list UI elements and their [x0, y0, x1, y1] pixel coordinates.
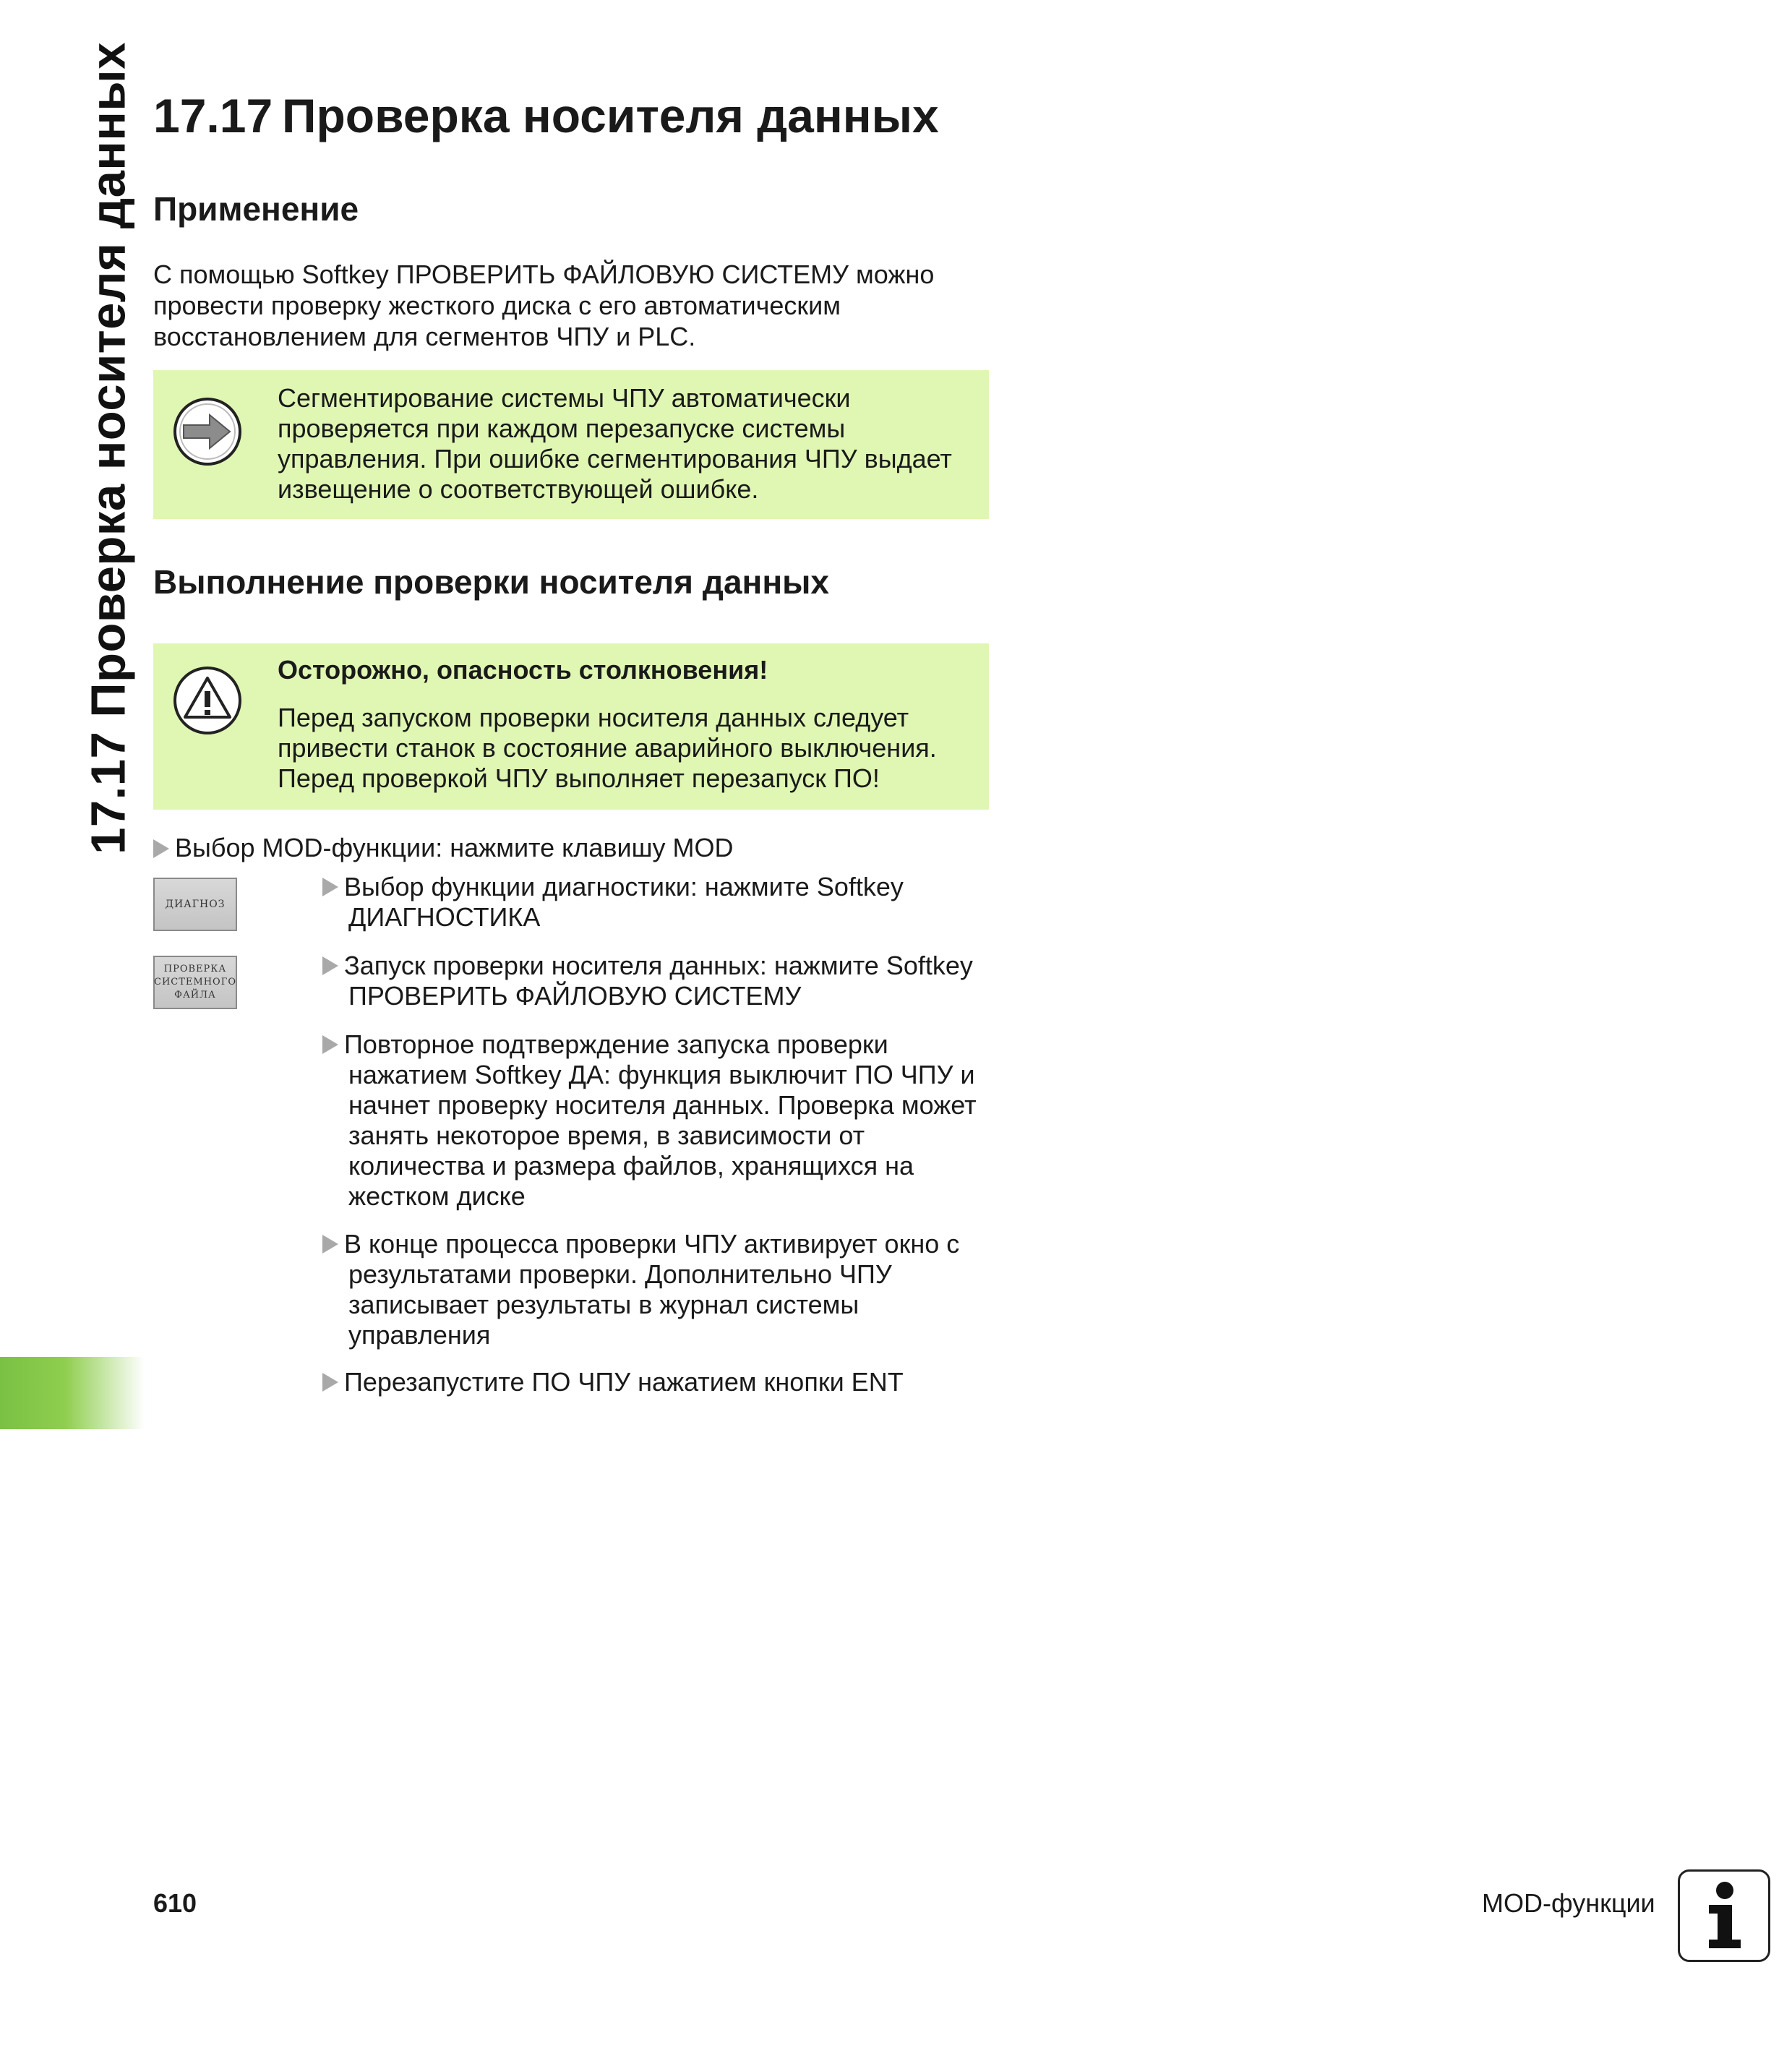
footer-section-name: MOD-функции	[1482, 1888, 1655, 1918]
warning-title: Осторожно, опасность столкновения!	[278, 655, 768, 685]
step-item	[322, 951, 1002, 1011]
step-text: Выбор функции диагностики: нажмите Softkey ДИАГНОСТИКА	[344, 872, 904, 932]
bullet-triangle-icon	[322, 1235, 338, 1254]
bullet-triangle-icon	[153, 839, 169, 858]
page-title-text: Проверка носителя данных	[282, 89, 939, 142]
softkey-diagnosis[interactable]: ДИАГНОЗ	[153, 878, 237, 931]
section-heading-perform-check: Выполнение проверки носителя данных	[153, 563, 829, 601]
step-text: Перезапустите ПО ЧПУ нажатием кнопки ENT	[344, 1367, 904, 1397]
step-item	[322, 872, 1002, 933]
warning-triangle-icon	[172, 665, 243, 740]
warning-box	[153, 643, 989, 810]
application-paragraph: С помощью Softkey ПРОВЕРИТЬ ФАЙЛОВУЮ СИСТЕМУ можно провести проверку жесткого диска с его автоматическим восстановлением для сегментов ЧПУ и PLC.	[153, 260, 935, 351]
section-heading-application: Применение	[153, 190, 359, 228]
page-number: 610	[153, 1888, 197, 1918]
side-title: 17.17 Проверка носителя данных	[81, 42, 136, 854]
bullet-triangle-icon	[322, 878, 338, 896]
chapter-tab	[0, 1357, 145, 1429]
info-icon[interactable]	[1678, 1869, 1770, 1962]
step-text: Запуск проверки носителя данных: нажмите Softkey ПРОВЕРИТЬ ФАЙЛОВУЮ СИСТЕМУ	[344, 951, 973, 1011]
step-text: Повторное подтверждение запуска проверки нажатием Softkey ДА: функция выключит ПО ЧПУ и начнет проверку носителя данных. Проверка может занять некоторое время, в зависимости от количества и размера файлов, хранящихся на жестком диске	[344, 1029, 977, 1211]
arrow-right-icon	[172, 396, 243, 471]
note-text: Сегментирование системы ЧПУ автоматически проверяется при каждом перезапуске системы управления. При ошибке сегментирования ЧПУ выдает извещение о соответствующей ошибке.	[278, 383, 952, 504]
bullet-triangle-icon	[322, 956, 338, 975]
bullet-triangle-icon	[322, 1373, 338, 1392]
softkey-check-filesystem[interactable]: ПРОВЕРКА СИСТЕМНОГО ФАЙЛА	[153, 956, 237, 1009]
warning-text: Перед запуском проверки носителя данных следует привести станок в состояние аварийного выключения. Перед проверкой ЧПУ выполняет перезапуск ПО!	[278, 703, 937, 793]
step-select-mod	[153, 833, 733, 863]
page-title-number: 17.17	[153, 89, 273, 142]
step-item	[322, 1367, 1002, 1397]
note-box	[153, 370, 989, 519]
step-item	[322, 1029, 1002, 1212]
page-title	[153, 88, 939, 143]
step-text: Выбор MOD-функции: нажмите клавишу MOD	[175, 833, 734, 862]
step-item	[322, 1229, 1002, 1350]
step-text: В конце процесса проверки ЧПУ активирует окно с результатами проверки. Дополнительно ЧПУ записывает результаты в журнал системы управления	[344, 1229, 960, 1350]
bullet-triangle-icon	[322, 1035, 338, 1054]
